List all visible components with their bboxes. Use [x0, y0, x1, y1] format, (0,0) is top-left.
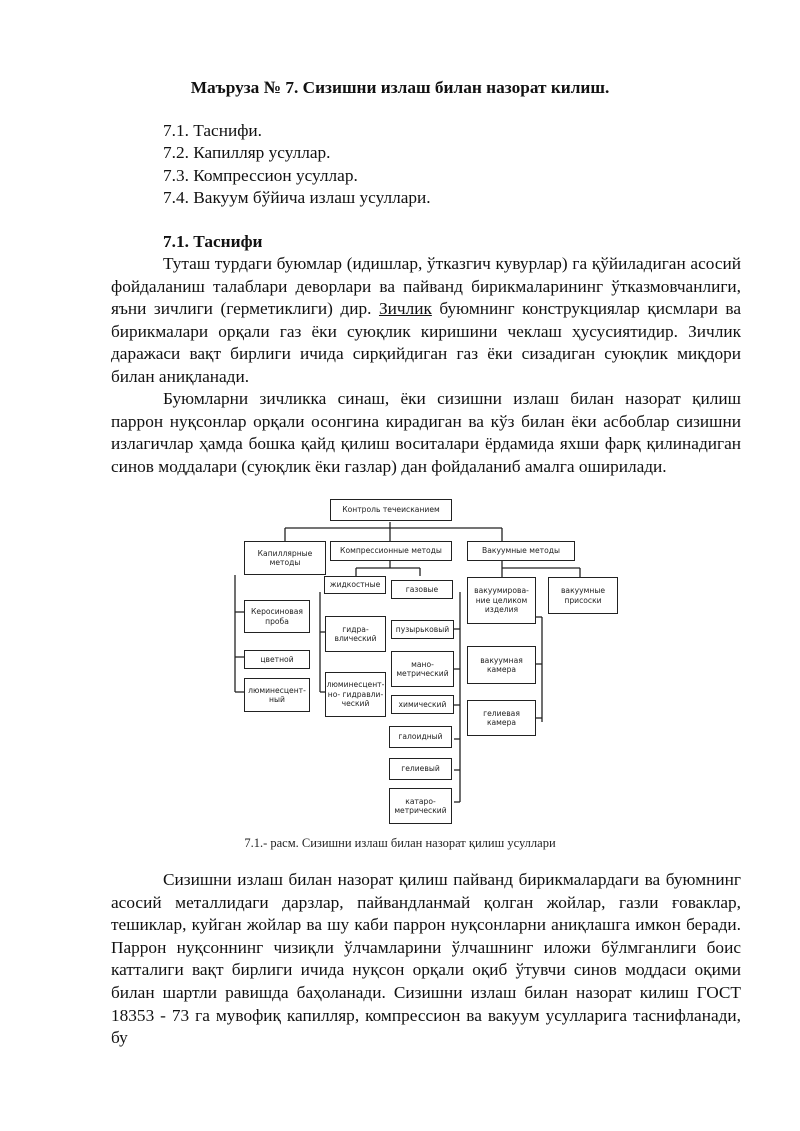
- diagram-node-catharometric: катаро-метрический: [389, 788, 452, 824]
- diagram-node-bubble: пузырьковый: [391, 620, 454, 639]
- diagram-node-gas: газовые: [391, 580, 453, 599]
- diagram-node-lum-hydraulic: люминесцент-но- гидравли-ческий: [325, 672, 386, 717]
- diagram-node-color: цветной: [244, 650, 310, 669]
- toc-item: 7.4. Вакуум бўйича излаш усуллари.: [163, 187, 431, 207]
- diagram-node-vacuum-shell: вакуумирова-ние целиком изделия: [467, 577, 536, 624]
- toc-item: 7.2. Капилляр усуллар.: [163, 143, 331, 163]
- classification-diagram: [230, 492, 630, 830]
- diagram-node-root: Контроль течеискaнием: [330, 499, 452, 521]
- diagram-node-vacuum-cups: вакуумные присоски: [548, 577, 618, 614]
- paragraph-1: [111, 253, 741, 389]
- diagram-node-liquid: жидкостные: [324, 576, 386, 594]
- figure-caption: 7.1.- расм. Сизишни излаш билан назорат қилиш усуллари: [244, 836, 556, 850]
- paragraph-2-text: Буюмларни зичликка синаш, ёки сизишни излаш билан назорат қилиш паррон нуқсонлар орқали осонгина кирадиган ва кўз билан ёки асбоблар сизишни излагичлар ҳамда бошка қайд қилиш воситалари ёрдамида яхши фарқ қилинадиган синов моддалари (суюқлик ёки газлар) дан фойдаланиб амалга оширилади.: [111, 389, 741, 476]
- paragraph-2: [111, 388, 741, 478]
- table-of-contents: [163, 120, 431, 209]
- diagram-node-halide: галоидный: [389, 726, 452, 748]
- diagram-node-helium: гелиевый: [389, 758, 452, 780]
- paragraph-3-text: Сизишни излаш билан назорат қилиш пайванд бирикмалардаги ва буюмнинг асосий металлидаги дарзлар, пайвандланмай қолган жойлар, газли ғоваклар, тешиклар, куйган жойлар ва шу каби паррон нуқсонларни аниқлашга имкон беради. Паррон нуқсоннинг чизиқли ўлчамларини ўлчашнинг иложи бўлмганлиги боис катталиги вақт бирлиги ичида нуқсон орқали оқиб ўтувчи синов моддаси оқими билан шартли равишда баҳоланади. Сизишни излаш билан назорат килиш ГОСТ 18353 - 73 га мувофиқ капилляр, компрессион ва вакуум усулларига таснифланади, бу: [111, 870, 741, 1048]
- diagram-node-luminescent: люминесцент-ный: [244, 678, 310, 712]
- lecture-title: Маъруза № 7. Сизишни излаш билан назорат килиш.: [190, 78, 610, 97]
- underlined-term: Зичлик: [378, 299, 432, 319]
- diagram-node-helium-chamber: гелиевая камера: [467, 700, 536, 736]
- toc-item: 7.1. Таснифи.: [163, 121, 262, 140]
- toc-item: 7.3. Компрессион усуллар.: [163, 165, 358, 185]
- diagram-node-manometric: мано-метрический: [391, 651, 454, 687]
- diagram-node-kerosene: Керосиновая проба: [244, 600, 310, 633]
- diagram-node-capillary: Капиллярные методы: [244, 541, 326, 575]
- section-heading: 7.1. Таснифи: [163, 232, 263, 251]
- diagram-node-vacuum: Вакуумные методы: [467, 541, 575, 561]
- paragraph-1-text-b: буюмнинг конструкциялар қисмлари ва бирикмалари орқали газ ёки суюқлик киришини чеклаш ҳусусиятидир. Зичлик даражаси вақт бирлиги ичида сирқийдиган газ ёки сизадиган суюқлик миқдори билан аниқланади.: [111, 299, 741, 386]
- paragraph-1-text-a: Туташ турдаги буюмлар (идишлар, ўтказгич кувурлар) га қўйиладиган асосий фойдаланиш талаблари деворлари ва пайванд бирикмаларининг ўтказмовчанлиги, яъни зичлиги (герметиклиги) дир.: [111, 254, 741, 319]
- diagram-node-hydraulic: гидра-влический: [325, 616, 386, 652]
- diagram-node-compression: Компрессионные методы: [330, 541, 452, 561]
- diagram-node-vacuum-chamber: вакуумная камера: [467, 646, 536, 684]
- diagram-node-chemical: химический: [391, 695, 454, 714]
- paragraph-3: [111, 869, 741, 1050]
